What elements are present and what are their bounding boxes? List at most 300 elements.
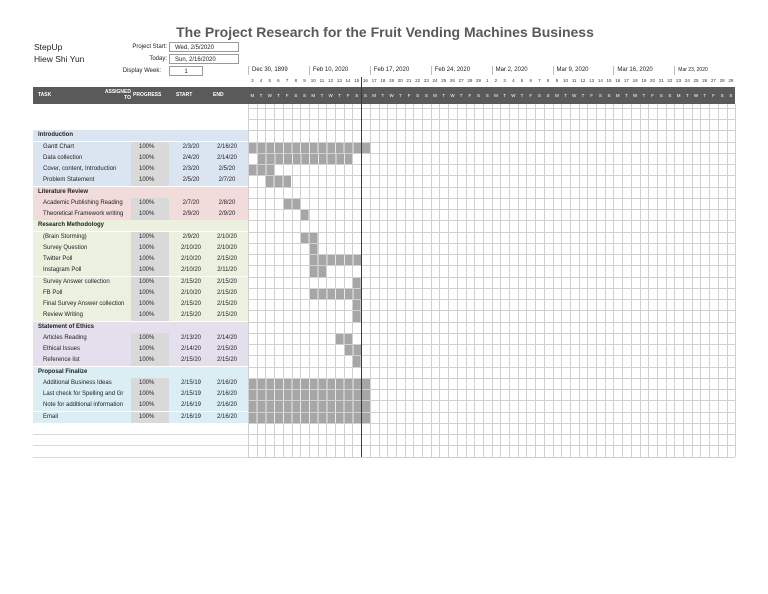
- day-number: 19: [389, 78, 395, 83]
- progress-cell[interactable]: 100%: [131, 198, 169, 209]
- day-number: 7: [285, 78, 289, 83]
- progress-cell[interactable]: 100%: [131, 153, 169, 164]
- grid-vline: [613, 104, 614, 457]
- day-letter: M: [433, 93, 437, 98]
- day-letter: T: [277, 93, 280, 98]
- day-letter: W: [267, 93, 272, 98]
- day-letter: S: [729, 93, 733, 98]
- page-title: The Project Research for the Fruit Vending Machines Business: [176, 24, 594, 40]
- day-letter: S: [303, 93, 307, 98]
- task-name[interactable]: Survey Question: [43, 244, 88, 251]
- task-row: [33, 389, 248, 400]
- table-row-separator: [33, 445, 248, 446]
- day-letter: S: [416, 93, 420, 98]
- project-start-label: Project Start:: [132, 44, 167, 50]
- company-name: StepUp: [34, 42, 63, 52]
- grid-vline: [457, 104, 458, 457]
- gantt-bar: [249, 390, 370, 400]
- start-date[interactable]: 2/10/20: [180, 289, 202, 296]
- day-number: 1: [485, 78, 489, 83]
- day-number: 12: [580, 78, 586, 83]
- day-number: 8: [294, 78, 298, 83]
- day-letter: S: [294, 93, 298, 98]
- grid-hline: [248, 322, 735, 323]
- gantt-bar: [301, 233, 317, 243]
- start-date[interactable]: 2/14/20: [180, 346, 202, 352]
- task-name[interactable]: Final Survey Answer collection: [43, 301, 125, 307]
- day-letter: M: [372, 93, 377, 98]
- task-name[interactable]: Review Writing: [43, 312, 83, 319]
- task-name[interactable]: Gantt Chart: [43, 143, 75, 150]
- end-date[interactable]: 2/15/20: [216, 357, 238, 364]
- task-name[interactable]: Additional Business Ideas: [43, 379, 112, 386]
- today-field[interactable]: Sun, 2/16/2020: [169, 54, 239, 64]
- grid-hline: [248, 457, 735, 458]
- day-letter: S: [598, 93, 602, 98]
- day-letter: T: [459, 93, 463, 98]
- grid-hline: [248, 445, 735, 446]
- day-letter: T: [625, 93, 628, 98]
- grid-vline: [657, 104, 658, 457]
- grid-hline: [248, 344, 735, 345]
- end-date[interactable]: 2/16/20: [216, 143, 238, 150]
- task-row: [33, 310, 248, 321]
- grid-hline: [248, 164, 735, 165]
- start-date[interactable]: 2/5/20: [182, 177, 200, 184]
- start-date[interactable]: 2/3/20: [182, 143, 200, 150]
- grid-vline: [526, 104, 527, 457]
- progress-cell[interactable]: 100%: [131, 175, 169, 186]
- grid-vline: [370, 104, 371, 457]
- task-name[interactable]: Theoretical Framework writing: [43, 211, 124, 217]
- task-row: [33, 198, 248, 209]
- phase-row: [33, 322, 248, 333]
- progress-cell[interactable]: 100%: [131, 265, 169, 276]
- grid-vline: [605, 104, 606, 457]
- end-date[interactable]: 2/16/20: [216, 413, 238, 420]
- task-name[interactable]: Academic Publishing Reading: [43, 199, 123, 206]
- today-marker-line: [361, 77, 362, 457]
- day-letter: F: [285, 93, 289, 98]
- grid-vline: [648, 104, 649, 457]
- day-number: 10: [563, 78, 569, 83]
- day-number: 9: [555, 78, 559, 83]
- end-date[interactable]: 2/10/20: [216, 233, 238, 240]
- end-date[interactable]: 2/15/20: [216, 346, 238, 352]
- week-header: Mar 16, 2020: [613, 66, 674, 75]
- display-week-field[interactable]: 1: [169, 66, 203, 76]
- day-number: 15: [606, 78, 612, 83]
- end-date[interactable]: 2/8/20: [218, 199, 236, 206]
- start-date[interactable]: 2/7/20: [182, 199, 200, 206]
- day-number: 18: [632, 78, 638, 83]
- week-header: Feb 17, 2020: [370, 66, 431, 75]
- day-number: 22: [667, 78, 673, 83]
- grid-hline: [248, 333, 735, 334]
- start-date[interactable]: 2/10/20: [180, 267, 202, 274]
- progress-column-header: PROGRESS: [133, 92, 162, 98]
- project-start-field[interactable]: Wed, 2/5/2020: [169, 42, 239, 52]
- day-letter: S: [355, 93, 359, 98]
- gantt-bar: [310, 255, 361, 265]
- task-name[interactable]: FB Poll: [43, 289, 63, 296]
- day-number: 4: [512, 78, 515, 83]
- end-date[interactable]: 2/15/20: [216, 312, 238, 319]
- phase-row: [33, 130, 248, 141]
- day-number: 24: [432, 78, 438, 83]
- table-row-separator: [33, 457, 248, 458]
- day-letter: W: [633, 93, 638, 98]
- start-date[interactable]: 2/16/19: [180, 402, 202, 409]
- task-name[interactable]: Cover, content, Introduction: [43, 166, 117, 172]
- grid-vline: [674, 104, 675, 457]
- progress-cell[interactable]: 100%: [131, 209, 169, 220]
- day-letter: W: [511, 93, 516, 98]
- progress-cell[interactable]: 100%: [131, 232, 169, 243]
- grid-hline: [248, 355, 735, 356]
- day-letter: W: [328, 93, 333, 98]
- day-number: 15: [354, 78, 360, 83]
- start-date[interactable]: 2/15/19: [180, 379, 202, 386]
- phase-name: Literature Review: [38, 188, 89, 195]
- phase-row: [33, 367, 248, 378]
- end-date[interactable]: 2/14/20: [216, 154, 238, 161]
- progress-cell[interactable]: 100%: [131, 254, 169, 265]
- progress-cell[interactable]: 100%: [131, 355, 169, 366]
- day-number: 11: [571, 78, 577, 83]
- day-number: 7: [538, 78, 541, 83]
- day-letter: W: [572, 93, 577, 98]
- progress-cell[interactable]: 100%: [131, 299, 169, 310]
- day-letter: S: [668, 93, 672, 98]
- task-name[interactable]: Survey Answer collection: [43, 278, 110, 285]
- day-number: 21: [406, 78, 412, 83]
- start-date[interactable]: 2/16/19: [180, 413, 202, 420]
- gantt-bar: [301, 210, 309, 220]
- day-letter: T: [703, 93, 707, 98]
- day-number: 26: [702, 78, 708, 83]
- task-row: [33, 355, 248, 366]
- grid-hline: [248, 299, 735, 300]
- day-number: 4: [259, 78, 263, 83]
- task-row: [33, 142, 248, 153]
- task-name[interactable]: Reference list: [43, 357, 80, 364]
- day-letter: T: [503, 93, 507, 98]
- week-header: Feb 24, 2020: [431, 66, 492, 75]
- grid-vline: [500, 104, 501, 457]
- start-date[interactable]: 2/13/20: [180, 334, 202, 341]
- day-letter: F: [468, 93, 472, 98]
- phase-row: [33, 187, 248, 198]
- grid-hline: [248, 310, 735, 311]
- display-week-label: Display Week:: [122, 68, 161, 74]
- task-row: [33, 265, 248, 276]
- start-date[interactable]: 2/15/19: [180, 391, 202, 397]
- grid-vline: [518, 104, 519, 457]
- grid-vline: [439, 104, 440, 457]
- day-letter: T: [564, 93, 567, 98]
- day-letter: W: [693, 93, 699, 98]
- grid-hline: [248, 243, 735, 244]
- gantt-bar: [310, 266, 326, 276]
- progress-cell[interactable]: 100%: [131, 400, 169, 411]
- start-date[interactable]: 2/10/20: [180, 244, 202, 251]
- day-number: 2: [494, 78, 498, 83]
- task-name[interactable]: Twitter Poll: [43, 256, 73, 262]
- day-letter: T: [381, 93, 385, 98]
- day-number: 20: [650, 78, 656, 83]
- start-date[interactable]: 2/9/20: [182, 233, 200, 240]
- task-row: [33, 400, 248, 411]
- day-letter: F: [346, 93, 350, 98]
- day-number: 3: [251, 78, 254, 83]
- grid-hline: [248, 434, 735, 435]
- gantt-bar: [310, 244, 318, 254]
- task-row: [33, 209, 248, 220]
- day-number: 5: [520, 78, 524, 83]
- grid-vline: [596, 104, 597, 457]
- task-row: [33, 277, 248, 288]
- day-number: 13: [589, 78, 595, 83]
- task-row: [33, 378, 248, 389]
- grid-vline: [474, 104, 475, 457]
- week-header: Mar 23, 2020: [674, 66, 735, 75]
- gantt-bar: [353, 300, 361, 310]
- progress-cell[interactable]: 100%: [131, 243, 169, 254]
- grid-vline: [448, 104, 449, 457]
- day-letter: M: [554, 93, 559, 98]
- end-date[interactable]: 2/16/20: [216, 379, 238, 386]
- day-number: 19: [641, 78, 647, 83]
- grid-vline: [735, 104, 736, 457]
- task-row: [33, 175, 248, 186]
- day-letter: S: [546, 93, 550, 98]
- end-date[interactable]: 2/16/20: [216, 402, 238, 409]
- progress-cell[interactable]: 100%: [131, 412, 169, 423]
- grid-vline: [466, 104, 467, 457]
- task-name[interactable]: Email: [43, 413, 59, 420]
- grid-vline: [379, 104, 380, 457]
- progress-cell[interactable]: 100%: [131, 142, 169, 153]
- day-number: 6: [277, 78, 280, 83]
- gantt-bar: [353, 311, 361, 321]
- end-date[interactable]: 2/14/20: [216, 334, 238, 341]
- task-name[interactable]: Problem Statement: [43, 177, 95, 184]
- grid-vline: [709, 104, 710, 457]
- gantt-bar: [345, 345, 361, 355]
- table-row-separator: [33, 434, 248, 435]
- today-label: Today:: [149, 56, 167, 62]
- grid-vline: [683, 104, 684, 457]
- end-date[interactable]: 2/15/20: [216, 289, 238, 296]
- end-date[interactable]: 2/9/20: [218, 211, 236, 217]
- grid-vline: [413, 104, 414, 457]
- day-letter: S: [537, 93, 541, 98]
- end-date[interactable]: 2/5/20: [218, 166, 236, 172]
- grid-hline: [248, 232, 735, 233]
- end-date[interactable]: 2/10/20: [216, 244, 238, 251]
- progress-cell[interactable]: 100%: [131, 288, 169, 299]
- day-number: 9: [303, 78, 306, 83]
- grid-hline: [248, 277, 735, 278]
- grid-hline: [248, 423, 735, 424]
- day-letter: S: [477, 93, 481, 98]
- day-letter: S: [424, 93, 428, 98]
- grid-vline: [405, 104, 406, 457]
- end-date[interactable]: 2/15/20: [216, 301, 238, 307]
- grid-hline: [248, 130, 735, 131]
- task-row: [33, 344, 248, 355]
- day-number: 21: [658, 78, 664, 83]
- day-letter: W: [389, 93, 394, 98]
- start-date[interactable]: 2/9/20: [182, 211, 200, 217]
- day-number: 23: [676, 78, 682, 83]
- grid-vline: [666, 104, 667, 457]
- week-header: Mar 2, 2020: [492, 66, 553, 75]
- gantt-bar: [258, 154, 353, 164]
- day-number: 23: [423, 78, 429, 83]
- end-date[interactable]: 2/11/20: [217, 267, 237, 274]
- day-number: 11: [319, 78, 325, 83]
- day-letter: F: [529, 93, 533, 98]
- day-number: 27: [458, 78, 464, 83]
- day-number: 8: [546, 78, 550, 83]
- gantt-bar: [353, 278, 361, 288]
- grid-vline: [579, 104, 580, 457]
- task-row: [33, 243, 248, 254]
- day-letter: M: [250, 93, 255, 98]
- day-number: 25: [441, 78, 447, 83]
- day-number: 12: [328, 78, 334, 83]
- task-row: [33, 164, 248, 175]
- grid-vline: [483, 104, 484, 457]
- task-row: [33, 299, 248, 310]
- phase-name: Statement of Ethics: [38, 323, 95, 330]
- end-date[interactable]: 2/7/20: [218, 177, 236, 184]
- day-letter: S: [485, 93, 489, 98]
- progress-cell[interactable]: 100%: [131, 164, 169, 175]
- task-header-row: [33, 87, 248, 104]
- task-row: [33, 288, 248, 299]
- grid-hline: [248, 367, 735, 368]
- start-date[interactable]: 2/15/20: [180, 301, 202, 307]
- task-name[interactable]: Data collection: [43, 154, 83, 161]
- day-number: 27: [710, 78, 716, 83]
- task-name[interactable]: Instagram Poll: [43, 267, 82, 274]
- grid-vline: [553, 104, 554, 457]
- day-letter: M: [311, 93, 316, 98]
- task-row: [33, 153, 248, 164]
- gantt-bar: [284, 199, 300, 209]
- day-number: 28: [467, 78, 473, 83]
- grid-hline: [248, 209, 735, 210]
- start-date[interactable]: 2/10/20: [180, 256, 202, 262]
- task-row: [33, 412, 248, 423]
- progress-cell[interactable]: 100%: [131, 378, 169, 389]
- start-date[interactable]: 2/15/20: [180, 312, 202, 319]
- grid-hline: [248, 119, 735, 120]
- day-letter: M: [494, 93, 498, 98]
- grid-vline: [396, 104, 397, 457]
- gantt-bar: [249, 165, 274, 175]
- grid-hline: [248, 175, 735, 176]
- progress-cell[interactable]: 100%: [131, 333, 169, 344]
- progress-cell[interactable]: 100%: [131, 310, 169, 321]
- end-column-header: END: [213, 92, 224, 98]
- day-letter: F: [651, 93, 654, 98]
- task-name[interactable]: Note for additional information: [43, 402, 124, 409]
- task-column-header: TASK: [38, 92, 52, 98]
- start-date[interactable]: 2/15/20: [180, 278, 202, 285]
- start-date[interactable]: 2/3/20: [182, 166, 200, 172]
- day-letter: T: [320, 93, 324, 98]
- day-letter: F: [590, 93, 594, 98]
- end-date[interactable]: 2/16/20: [216, 391, 238, 397]
- end-date[interactable]: 2/15/20: [216, 278, 238, 285]
- task-name[interactable]: Ethical Issues: [43, 346, 81, 352]
- day-number: 5: [268, 78, 271, 83]
- gantt-bar: [249, 401, 370, 411]
- grid-vline: [640, 104, 641, 457]
- task-name[interactable]: Last check for Spelling and Gr: [43, 391, 124, 397]
- progress-cell[interactable]: 100%: [131, 389, 169, 400]
- gantt-bar: [310, 289, 361, 299]
- grid-hline: [248, 108, 735, 109]
- start-date[interactable]: 2/4/20: [182, 154, 200, 161]
- day-number: 20: [397, 78, 403, 83]
- gantt-bar: [336, 334, 352, 344]
- gantt-bar: [249, 143, 370, 153]
- start-column-header: START: [176, 92, 193, 98]
- day-letter: T: [259, 93, 263, 98]
- week-header: Feb 10, 2020: [309, 66, 370, 75]
- day-number: 17: [371, 78, 377, 83]
- day-letter: M: [615, 93, 620, 98]
- end-date[interactable]: 2/15/20: [216, 256, 238, 262]
- start-date[interactable]: 2/15/20: [180, 357, 202, 364]
- gantt-bar: [249, 379, 370, 389]
- day-number: 26: [449, 78, 455, 83]
- assigned-column-header: ASSIGNED TO: [104, 89, 131, 101]
- grid-vline: [561, 104, 562, 457]
- day-number: 16: [615, 78, 621, 83]
- grid-vline: [509, 104, 510, 457]
- progress-cell[interactable]: 100%: [131, 344, 169, 355]
- day-number: 24: [684, 78, 690, 83]
- day-number: 22: [415, 78, 421, 83]
- task-name[interactable]: (Brain Storming): [43, 233, 87, 240]
- day-number: 29: [728, 78, 734, 83]
- day-letter: T: [337, 93, 341, 98]
- grid-vline: [700, 104, 701, 457]
- day-number: 17: [623, 78, 629, 83]
- day-letter: S: [659, 93, 663, 98]
- day-number: 29: [476, 78, 482, 83]
- task-name[interactable]: Articles Reading: [43, 334, 87, 341]
- grid-vline: [727, 104, 728, 457]
- grid-vline: [622, 104, 623, 457]
- day-letter: S: [720, 93, 724, 98]
- week-header: Mar 9, 2020: [553, 66, 614, 75]
- phase-name: Introduction: [38, 132, 73, 139]
- progress-cell[interactable]: 100%: [131, 277, 169, 288]
- grid-hline: [248, 198, 735, 199]
- day-letter: W: [450, 93, 455, 98]
- day-number: 14: [345, 78, 351, 83]
- grid-vline: [544, 104, 545, 457]
- grid-vline: [570, 104, 571, 457]
- gantt-bar: [266, 176, 291, 186]
